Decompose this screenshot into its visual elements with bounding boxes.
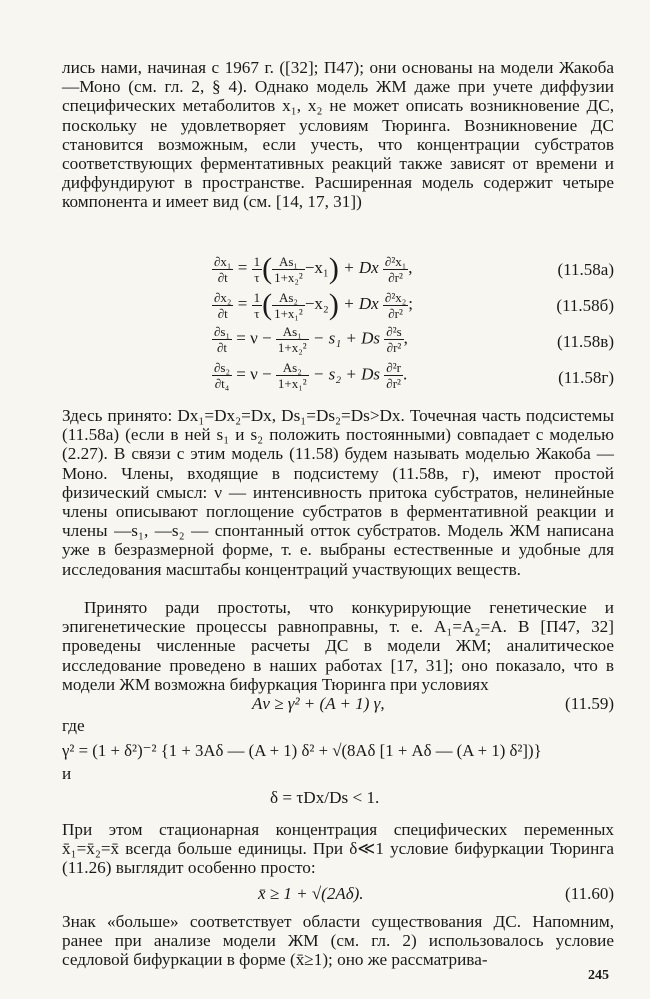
- paragraph-intro: лись нами, начиная с 1967 г. ([32]; П47); они основаны на модели Жакоба—Моно (см. гл. 2, § 4). Однако модель ЖМ даже при учете диффузии специфических метаболитов x₁, x₂ не может описать возникновение ДС, поскольку не удовлетворяет условиям Тюринга. Возникновение ДС становится возможным, если учесть, что концентрации субстратов соответствующих ферментативных реакций также зависят от времени и диффундируют в пространстве. Расширенная модель содержит четыре компонента и имеет вид (см. [14, 17, 31]): [62, 58, 614, 212]
- equation-11-58b: $\frac{\text{∂x₂}}{\partial t}$ = $\frac{1}{\tau}$ ( $\frac{\text{As₂}}{\text{1+x₁²}}$ −x₂) + Dx $\frac{\text{∂²x₂}}{\text{∂r²}}$ ; (11.58б): [214, 288, 614, 321]
- word-where: где: [62, 716, 85, 735]
- paragraph-sign: Знак «больше» соответствует области существования ДС. Напомним, ранее при анализе модели ЖМ (см. гл. 2) использовалось условие седловой бифуркации в форме (x̄≥1); оно же рассматрива-: [62, 912, 614, 970]
- equation-label: (11.58г): [558, 368, 614, 387]
- paragraph-stationary: При этом стационарная концентрация специфических переменных x̄₁=x̄₂=x̄ всегда больше единицы. При δ≪1 условие бифуркации Тюринга (11.26) выглядит особенно просто:: [62, 820, 614, 878]
- equation-label: (11.58а): [557, 260, 614, 279]
- paragraph-notation: Здесь принято: Dx₁=Dx₂=Dx, Ds₁=Ds₂=Ds>Dx. Точечная часть подсистемы (11.58а) (если в ней s₁ и s₂ положить постоянными) совпадает с моделью (2.27). В связи с этим модель (11.58) будем называть моделью Жакоба — Моно. Члены, входящие в подсистему (11.58в, г), имеют простой физический смысл: ν — интенсивность притока субстратов, нелинейные члены описывают поглощение субстратов в ферментативной реакции и члены —s₁, —s₂ — спонтанный отток субстратов. Модель ЖМ написана уже в безразмерной форме, т. е. выбраны естественные и удобные для исследования масштабы концентраций участвующих веществ.: [62, 406, 614, 579]
- equation-gamma: γ² = (1 + δ²)⁻² {1 + 3Aδ — (A + 1) δ² + √(8Aδ [1 + Aδ — (A + 1) δ²])}: [62, 741, 542, 760]
- equation-label: (11.59): [565, 694, 614, 713]
- equation-11-58c: $\frac{\text{∂s₁}}{\partial t}$ = ν − $\frac{\text{As₁}}{\text{1+x₂²}}$ − s₁ + Ds $\frac{\text{∂²s}}{\text{∂r²}}$ , (11.58в): [214, 324, 614, 355]
- equation-11-58a: $\frac{\text{∂x₁}}{\partial t}$ = $\frac{1}{\tau}$ ( $\frac{\text{As₁}}{\text{1+x₂²}}$ −x₁) + Dx $\frac{\text{∂²x₁}}{\text{∂r²}}$ , (11.58а): [214, 252, 614, 285]
- equation-delta: δ = τDx/Ds < 1.: [270, 788, 380, 807]
- equation-11-60: x̄ ≥ 1 + √(2Aδ). (11.60): [258, 884, 614, 903]
- equation-11-59: Aν ≥ γ² + (A + 1) γ, (11.59): [252, 694, 614, 713]
- equation-11-58d: $\frac{\text{∂s₂}}{\text{∂t₄}}$ = ν − $\frac{\text{As₂}}{\text{1+x₁²}}$ − s₂ + Ds $\frac{\text{∂²r}}{\text{∂r²}}$ . (11.58г): [214, 360, 614, 391]
- equation-label: (11.58в): [557, 332, 614, 351]
- word-and: и: [62, 764, 72, 783]
- paragraph-assumption: Принято ради простоты, что конкурирующие генетические и эпигенетические процессы равноправны, т. е. A₁=A₂=A. В [П47, 32] проведены численные расчеты ДС в модели ЖМ; аналитическое исследование проведено в наших работах [17, 31]; оно показало, что в модели ЖМ возможна бифуркация Тюринга при условиях: [62, 598, 614, 694]
- page-number: 245: [588, 968, 609, 983]
- equation-label: (11.60): [565, 884, 614, 903]
- equation-label: (11.58б): [556, 296, 614, 315]
